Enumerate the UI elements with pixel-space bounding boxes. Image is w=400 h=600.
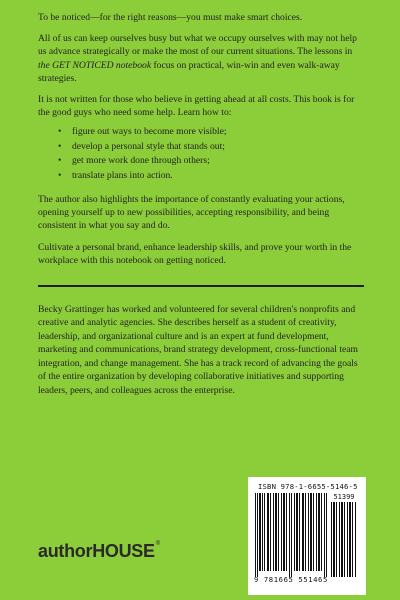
isbn-label: ISBN 978-1-6655-5146-5 (258, 482, 358, 491)
list-item (58, 125, 364, 139)
divider-rule (38, 285, 364, 287)
body-paragraph-2: Cultivate a personal brand, enhance leadership skills, and prove your worth in the workplace with this notebook on getting noticed. (38, 241, 352, 266)
ean-digits: 9 781665 551465 (254, 575, 328, 584)
bullet-icon: • (58, 126, 62, 138)
author-bio: Becky Grattinger has worked and volunteered for several children's nonprofits and creative and analytic agencies. She describes herself as a student of creativity, leadership, and organizational culture and is an expert at fund development, marketing and communications, brand strategy development, cross-functional team integration, and change management. She has a track record of advancing the goals of the entire organization by developing collaborative initiatives and supporting leaders, peers, and colleagues across the enterprise. (38, 304, 358, 396)
bullet-icon: • (58, 140, 62, 152)
barcode-addon-digits: 51399 (333, 493, 355, 501)
learn-how-list (38, 125, 364, 183)
intro-p2-before: All of us can keep ourselves busy but what we occupy ourselves with may not help us advance strategically or make the most of our current situations. The lessons in (38, 33, 357, 58)
intro-paragraph-2 (38, 32, 364, 85)
list-item-text: develop a personal style that stands out; (72, 140, 225, 152)
barcode-main-bars (254, 493, 328, 577)
list-item (58, 154, 364, 168)
isbn-barcode (248, 477, 366, 595)
list-item-text: translate plans into action. (72, 169, 173, 181)
list-item-text: get more work done through others; (72, 155, 210, 167)
list-item (58, 140, 364, 154)
intro-paragraph-1: To be noticed—for the right reasons—you must make smart choices. (38, 12, 303, 23)
barcode-addon-icon (331, 502, 357, 577)
logo-registered-mark: ® (155, 541, 160, 547)
bullet-icon: • (58, 169, 62, 181)
book-title-italic: the GET NOTICED notebook (38, 59, 152, 71)
publisher-logo (38, 541, 160, 562)
bullet-icon: • (58, 155, 62, 167)
intro-p2-after: focus on practical, win-win and even walk-away strategies. (38, 59, 340, 84)
barcode-addon (331, 493, 357, 577)
logo-author: author (38, 541, 93, 561)
barcode-main-icon (254, 493, 328, 577)
body-paragraph-1: The author also highlights the importance of constantly evaluating your actions, opening yourself up to new possibilities, accepting responsibility, and being consistent in what you say and do. (38, 194, 345, 232)
list-item-text: figure out ways to become more visible; (72, 126, 227, 138)
list-item (58, 169, 364, 183)
intro-paragraph-3: It is not written for those who believe in getting ahead at all costs. This book is for the good guys who need some help. Learn how to: (38, 94, 355, 119)
logo-house: HOUSE (92, 541, 155, 561)
